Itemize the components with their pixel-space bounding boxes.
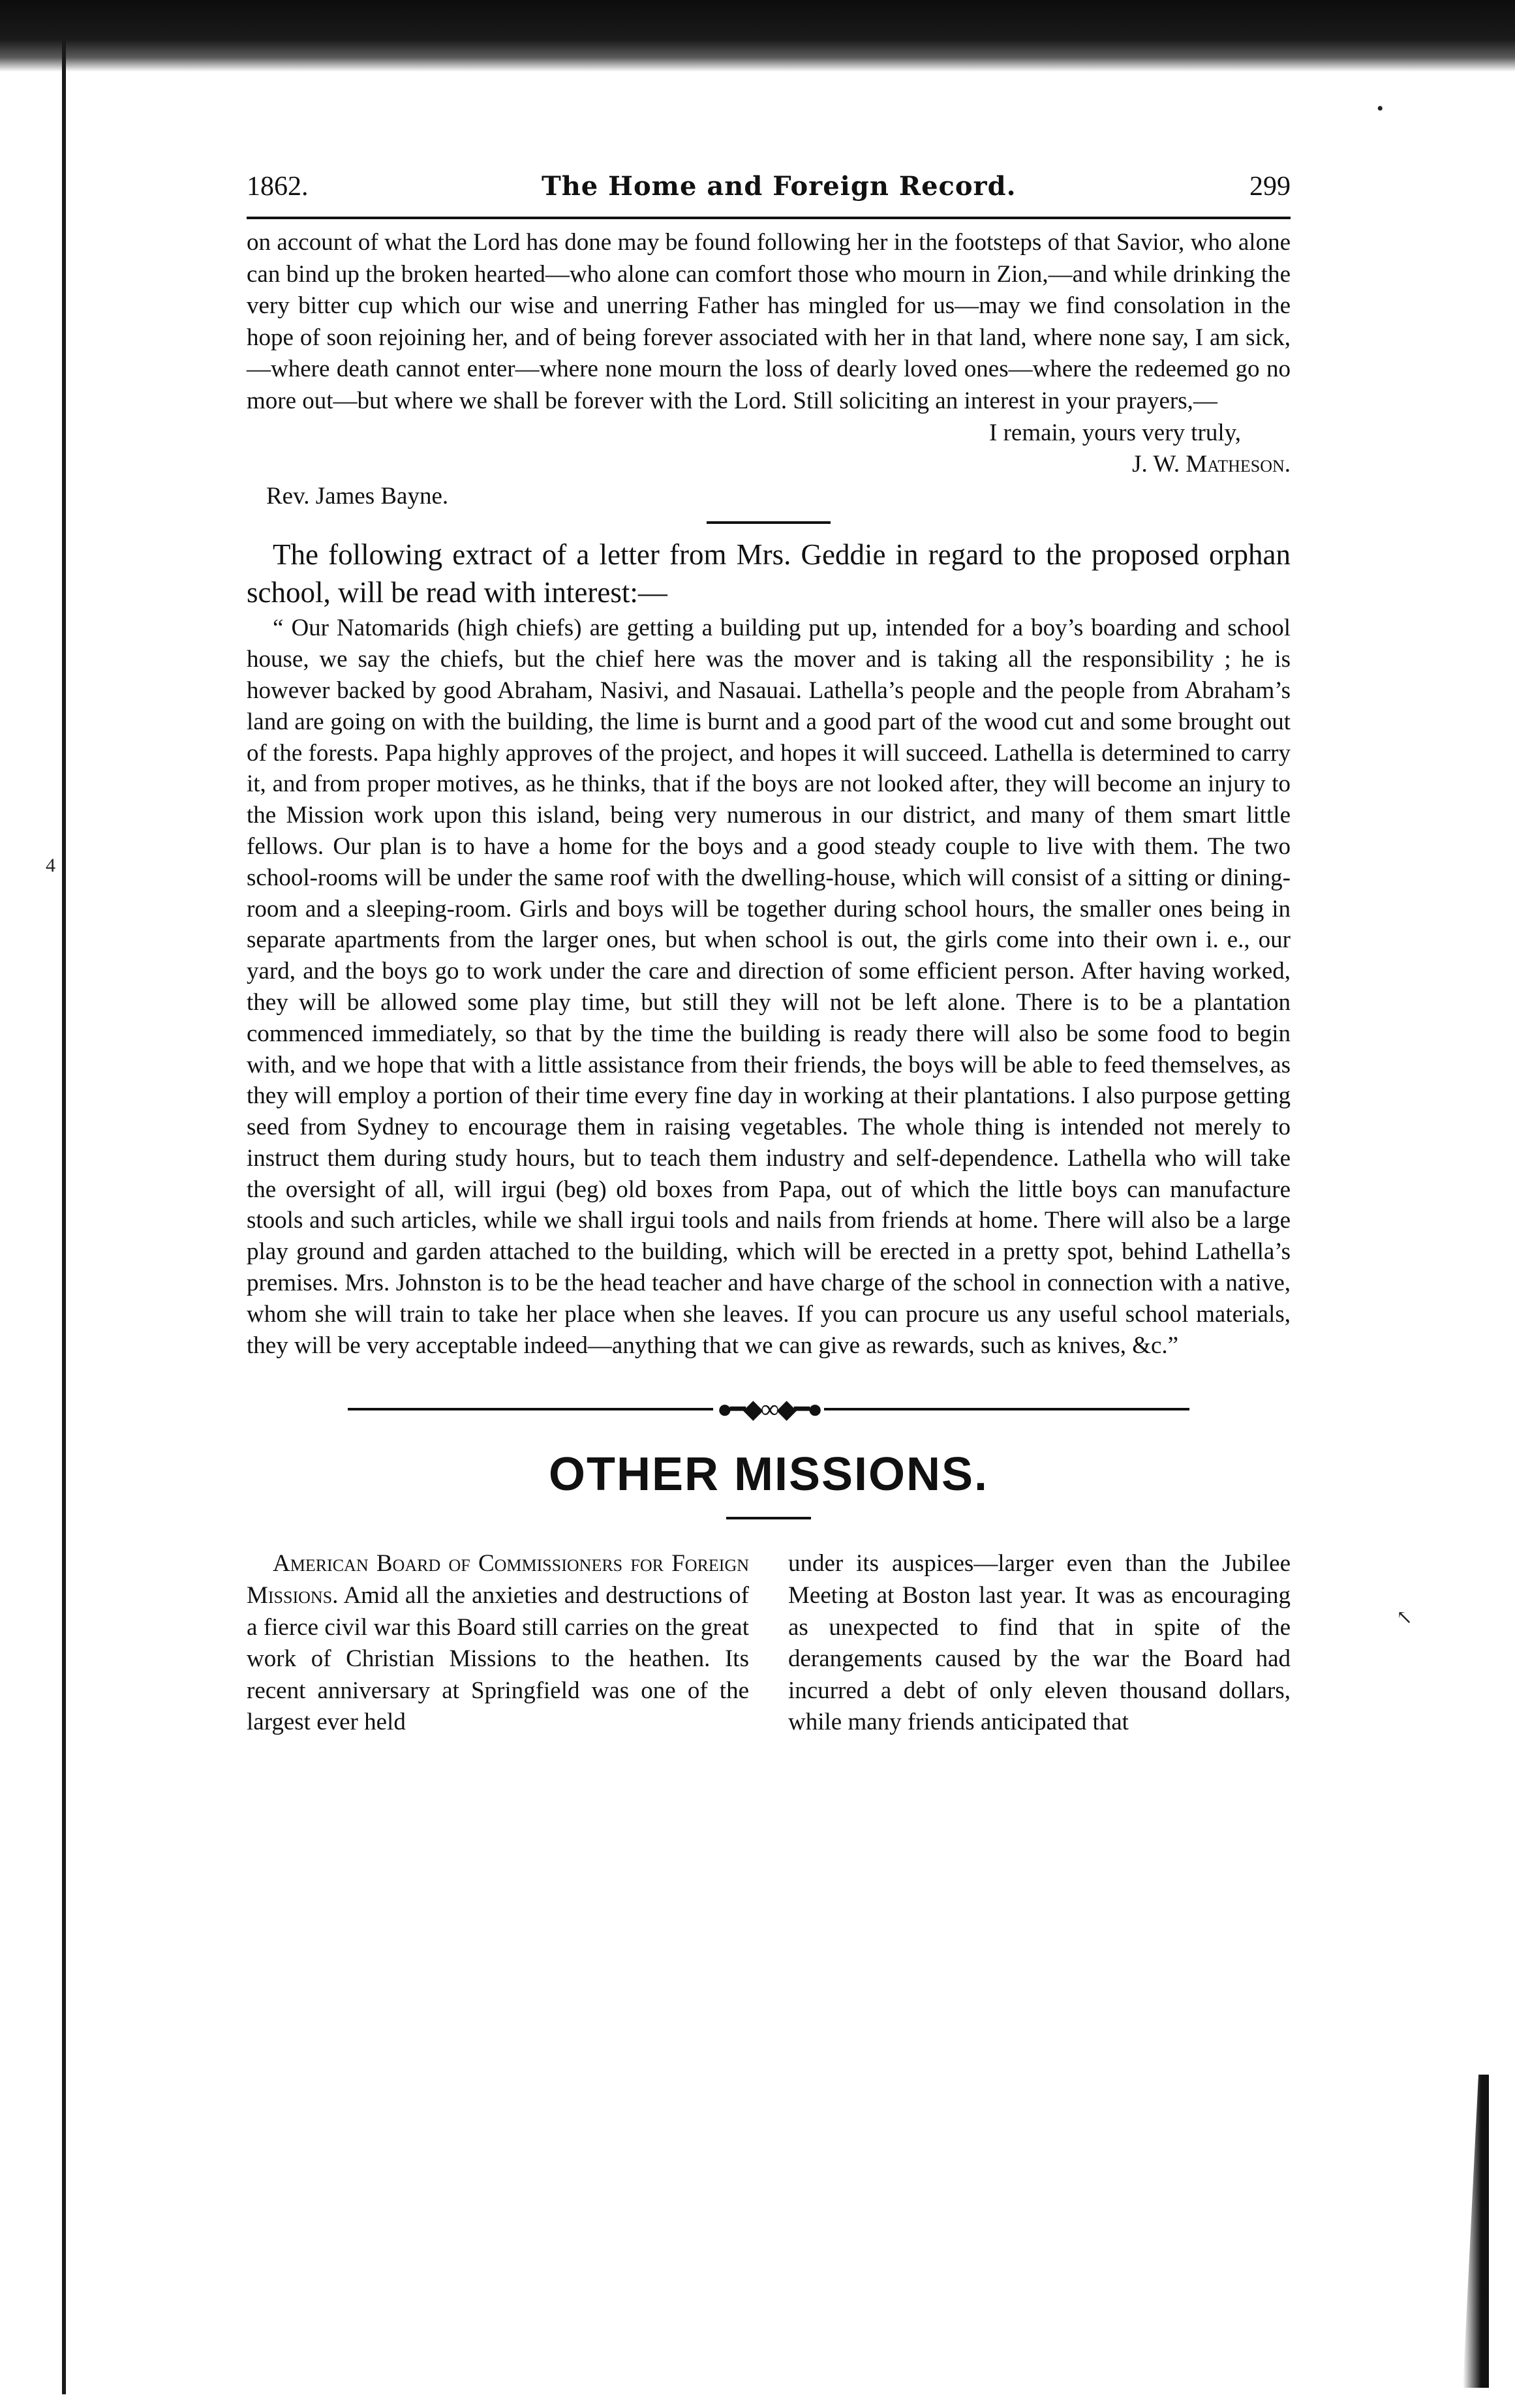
extract-intro: The following extract of a letter from Mrs. Geddie in regard to the proposed orphan school, will be read with interest:— xyxy=(247,538,1291,609)
column-left xyxy=(247,1548,749,1739)
signature: J. W. Matheson. xyxy=(1132,451,1291,478)
scan-left-edge xyxy=(62,39,66,2394)
valediction: I remain, yours very truly, xyxy=(989,419,1241,446)
running-header xyxy=(247,171,1291,213)
column-right: under its auspices—larger even than the Jubilee Meeting at Boston last year. It was as encouraging as unexpected to find that in spite of the derangements caused by the war the Board had incurred a debt of only eleven thousand dollars, while many friends anticipated that xyxy=(788,1550,1291,1736)
ornament-bar-right xyxy=(824,1408,1189,1410)
letter-continuation: on account of what the Lord has done may be found following her in the footsteps of that Savior, who alone can bind up the broken hearted—who alone can comfort those who mourn in Zion,—and while drinking the very bitter cup which our wise and unerring Father has mingled for us—may we find consolation in the hope of soon rejoining her, and of being forever associated with her in that land, where none say, I am sick,—where death cannot enter—where none mourn the loss of dearly loved ones—where the redeemed go no more out—but where we shall be forever with the Lord. Still soliciting an interest in your prayers,— xyxy=(247,229,1291,414)
page-content xyxy=(247,171,1291,1739)
column-left-text: Amid all the anxieties and destructions of a fierce civil war this Board still carries on the great work of Christian Missions to the heathen. Its recent anniversary at Springfield was one of the largest ever held xyxy=(247,1582,749,1736)
stray-mark-right: • xyxy=(1377,98,1384,119)
column-left-lead: American Board of Commissioners for Foreign Missions. xyxy=(247,1550,749,1609)
section-divider xyxy=(707,521,831,524)
scan-top-edge xyxy=(0,0,1515,72)
two-column-body xyxy=(247,1548,1291,1739)
header-year: 1862. xyxy=(247,172,309,202)
ornament-knot-icon: ●━◆∞◆━● xyxy=(716,1394,821,1424)
ornamental-divider xyxy=(247,1394,1291,1424)
ornament-bar-left xyxy=(348,1408,713,1410)
stray-mark-left: 4 xyxy=(46,855,55,876)
header-rule xyxy=(247,217,1291,219)
heading-rule xyxy=(726,1517,811,1519)
geddie-letter: “ Our Natomarids (high chiefs) are getting a building put up, intended for a boy’s boarding and school house, we say the chiefs, but the chief here was the mover and is taking all the responsibility ; he is however backed by good Abraham, Nasivi, and Nasauai. Lathella’s people and the people from Abraham’s land are going on with the building, the lime is burnt and a good part of the wood cut and some brought out of the forests. Papa highly approves of the project, and hopes it will succeed. Lathella is determined to carry it, and from proper motives, as he thinks, that if the boys are not looked after, they will become an injury to the Mission work upon this island, being very numerous in our district, and many of them smart little fellows. Our plan is to have a home for the boys and a good steady couple to live with them. The two school-rooms will be under the same roof with the dwelling-house, which will consist of a sitting or dining-room and a sleeping-room. Girls and boys will be together during school hours, the smaller ones being in separate apartments from the larger ones, but when school is out, the girls come into their own i. e., our yard, and the boys go to work under the care and direction of some efficient person. After having worked, they will be allowed some play time, but still they will not be left alone. There is to be a plantation commenced immediately, so that by the time the building is ready there will also be some food to begin with, and we hope that with a little assistance from their friends, the boys will be able to feed themselves, as they will employ a portion of their time every fine day in working at their plantations. I also purpose getting seed from Sydney to encourage them in raising vegetables. The whole thing is intended not merely to instruct them during study hours, but to teach them industry and self-dependence. Lathella who will take the oversight of all, will irgui (beg) old boxes from Papa, out of which the little boys can manufacture stools and such articles, while we shall irgui tools and nails from friends at home. There will also be a large play ground and garden attached to the building, which will be erected in a pretty spot, behind Lathella’s premises. Mrs. Johnston is to be the head teacher and have charge of the school in connection with a native, whom she will train to take her place when she leaves. If you can procure us any useful school materials, they will be very acceptable indeed—anything that we can give as rewards, such as knives, &c.” xyxy=(247,615,1291,1359)
scan-right-smudge xyxy=(1463,2075,1489,2388)
header-page-number: 299 xyxy=(1249,172,1291,202)
stray-mark-right-lower: ↖ xyxy=(1396,1607,1413,1628)
section-heading: OTHER MISSIONS. xyxy=(548,1448,989,1501)
letter-closing xyxy=(247,418,1291,513)
addressee: Rev. James Bayne. xyxy=(266,482,449,510)
header-title: The Home and Foreign Record. xyxy=(541,171,1017,202)
